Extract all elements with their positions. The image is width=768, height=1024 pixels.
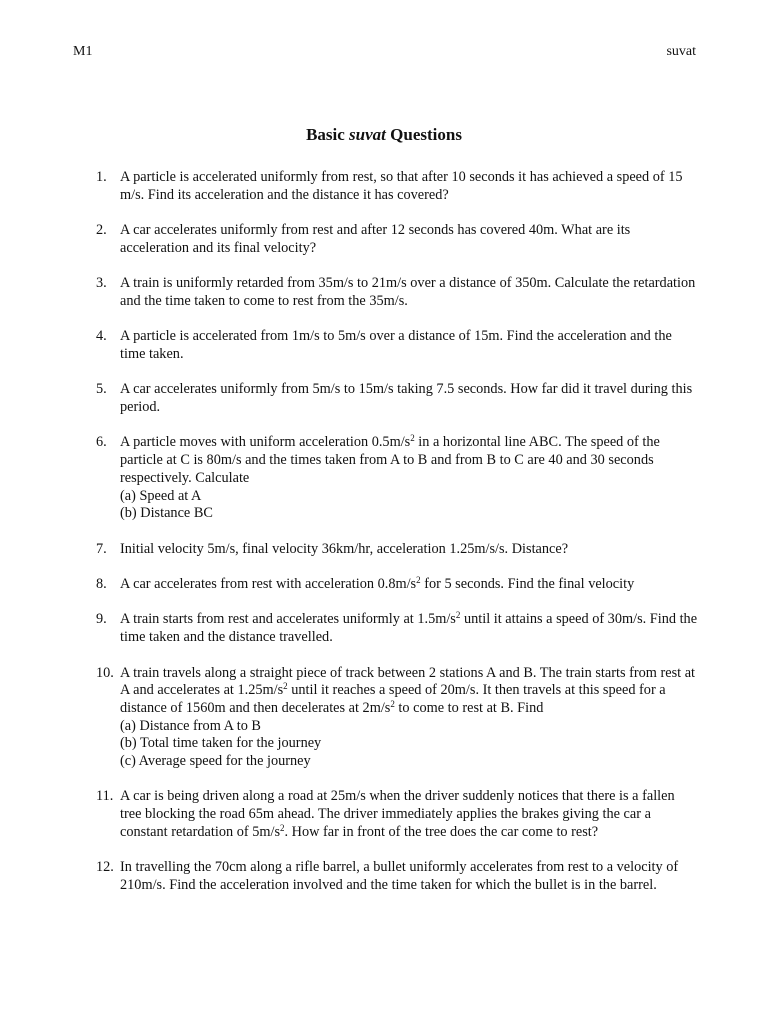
question-text: A particle is accelerated uniformly from rest, so that after 10 seconds it has achieved a speed of 15 m/s. Find its acceleration and the distance it has covered? [120, 169, 683, 203]
question-10 [96, 665, 698, 771]
question-8 [96, 576, 698, 594]
question-text: A car accelerates uniformly from rest and after 12 seconds has covered 40m. What are its acceleration and its final velocity? [120, 222, 631, 256]
sub-question-c: (c) Average speed for the journey [120, 753, 311, 770]
question-text: A train is uniformly retarded from 35m/s to 21m/s over a distance of 350m. Calculate the retardation and the time taken to come to rest from the 35m/s. [120, 275, 696, 309]
question-text [120, 788, 675, 839]
title-pre: Basic [306, 125, 350, 144]
question-number: 1. [96, 169, 107, 185]
sub-question-b: (b) Distance BC [120, 505, 213, 522]
question-number: 6. [96, 434, 107, 451]
question-text: In travelling the 70cm along a rifle barrel, a bullet uniformly accelerates from rest to a velocity of 210m/s. Find the acceleration involved and the time taken for which the bullet is in the barrel. [120, 859, 679, 893]
text-part: A car is being driven along a road at 25m/s when the driver suddenly notices that there is a fallen tree blocking the road 65m ahead. The driver immediately applies the brakes giving the car a constant retardation of 5m/s [120, 788, 675, 840]
question-2 [96, 222, 698, 257]
question-4 [96, 328, 698, 363]
question-1 [96, 169, 698, 204]
text-part: in a horizontal line ABC. The speed of the particle at C is 80m/s and the times taken from A to B and from B to C are 40 and 30 seconds respectively. Calculate [120, 434, 660, 486]
text-part: A particle moves with uniform acceleration 0.5m/s [120, 434, 411, 451]
question-text: Initial velocity 5m/s, final velocity 36km/hr, acceleration 1.25m/s/s. Distance? [120, 540, 569, 557]
question-9 [96, 611, 698, 646]
page-title [0, 125, 768, 145]
text-part: . How far in front of the tree does the car come to rest? [284, 823, 599, 840]
question-text [120, 434, 660, 485]
question-number: 4. [96, 328, 107, 345]
question-number: 10. [96, 664, 114, 681]
question-number: 12. [96, 859, 114, 876]
superscript: 2 [455, 610, 461, 621]
superscript: 2 [280, 822, 285, 833]
question-text: A car accelerates uniformly from 5m/s to 15m/s taking 7.5 seconds. How far did it travel during this period. [120, 381, 693, 416]
superscript: 2 [390, 698, 395, 709]
question-number: 5. [96, 381, 107, 398]
superscript: 2 [416, 575, 421, 586]
question-11 [96, 788, 698, 841]
text-part: A train starts from rest and accelerates uniformly at 1.5m/s [120, 611, 456, 628]
question-text: A particle is accelerated from 1m/s to 5m/s over a distance of 15m. Find the acceleration and the time taken. [120, 328, 672, 362]
text-part: for 5 seconds. Find the final velocity [420, 576, 635, 593]
text-part: A car accelerates from rest with acceleration 0.8m/s [120, 576, 417, 593]
text-part: until it attains a speed of 30m/s. Find the time taken and the distance travelled. [120, 611, 698, 646]
header-left: M1 [73, 44, 93, 59]
superscript: 2 [283, 681, 288, 692]
question-6 [96, 434, 698, 523]
question-12 [96, 859, 698, 894]
question-list [96, 169, 698, 912]
superscript: 2 [410, 433, 415, 444]
question-5 [96, 381, 698, 416]
question-text [120, 611, 697, 645]
question-number: 7. [96, 540, 107, 557]
question-number: 2. [96, 222, 107, 239]
question-number: 8. [96, 576, 107, 593]
question-text [120, 576, 634, 592]
title-italic: suvat [349, 125, 386, 144]
text-part: A train travels along a straight piece of track between 2 stations A and B. The train starts from rest at A and accelerates at 1.25m/s [120, 664, 696, 699]
sub-question-a: (a) Speed at A [120, 487, 202, 504]
header-right: suvat [666, 44, 696, 59]
title-post: Questions [385, 125, 462, 144]
text-part: to come to rest at B. Find [394, 699, 544, 716]
question-number: 9. [96, 611, 107, 628]
question-number: 3. [96, 275, 107, 292]
sub-question-b: (b) Total time taken for the journey [120, 735, 322, 752]
text-part: until it reaches a speed of 20m/s. It then travels at this speed for a distance of 1560m and then decelerates at 2m/s [120, 682, 666, 716]
question-3 [96, 275, 698, 310]
question-number: 11. [96, 788, 114, 805]
sub-question-a: (a) Distance from A to B [120, 717, 261, 734]
question-7 [96, 541, 698, 559]
question-text [120, 665, 695, 716]
